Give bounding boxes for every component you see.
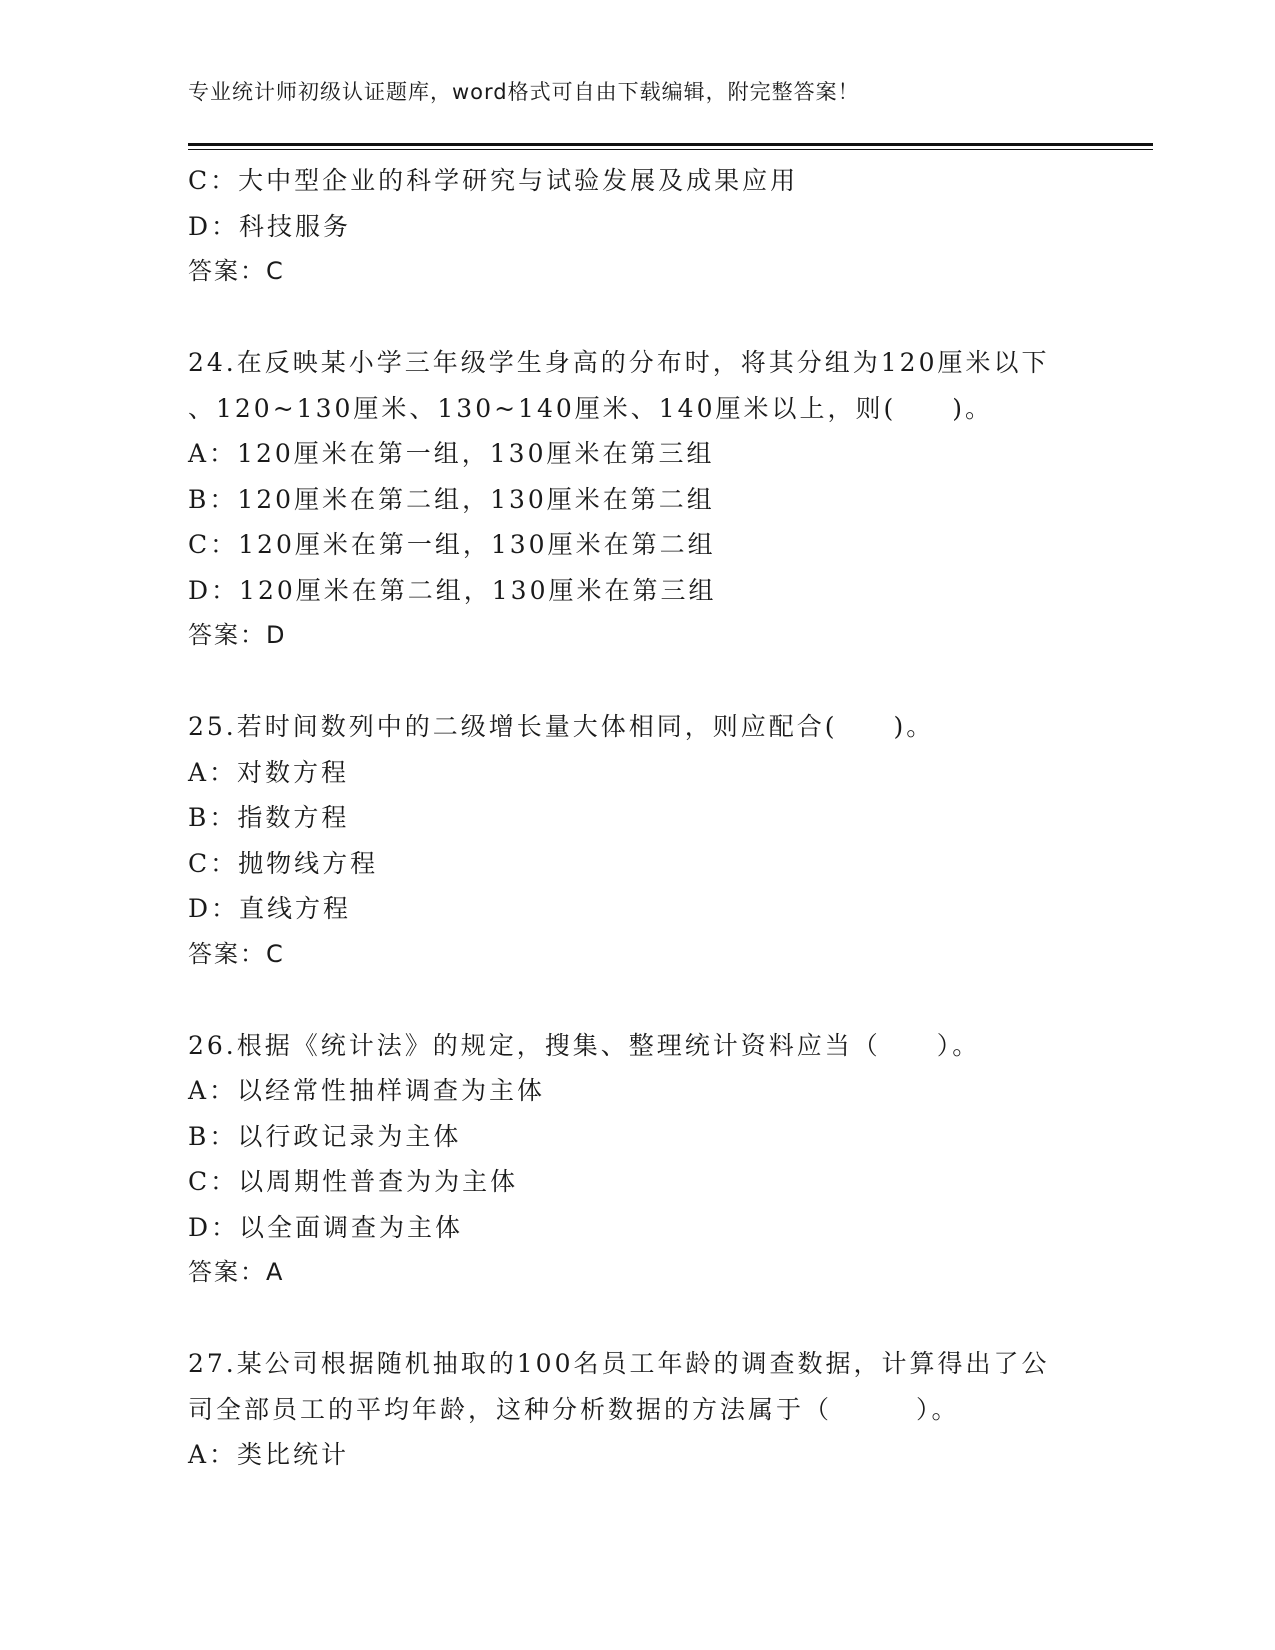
question-stem: 司全部员工的平均年龄，这种分析数据的方法属于（ ）。: [188, 1394, 960, 1424]
question-stem: 26.根据《统计法》的规定，搜集、整理统计资料应当（ ）。: [188, 1030, 981, 1060]
question-24: [188, 340, 1088, 659]
question-fragment: [188, 158, 1088, 295]
option-c: C：抛物线方程: [188, 848, 379, 878]
question-stem: 27.某公司根据随机抽取的100名员工年龄的调查数据，计算得出了公: [188, 1349, 1050, 1378]
answer: 答案：A: [188, 1258, 285, 1286]
option-a: A：120厘米在第一组，130厘米在第三组: [188, 439, 715, 468]
option-b: B：120厘米在第二组，130厘米在第二组: [188, 484, 715, 514]
option-a: A：类比统计: [188, 1440, 350, 1469]
answer: 答案：C: [188, 939, 285, 968]
spacer: [188, 1296, 1088, 1342]
option-c: C：大中型企业的科学研究与试验发展及成果应用: [188, 166, 799, 195]
header-rule-thin: [188, 149, 1153, 150]
spacer: [188, 977, 1088, 1023]
option-d: D：120厘米在第二组，130厘米在第三组: [188, 575, 717, 605]
question-26: [188, 1023, 1088, 1296]
option-c: C：120厘米在第一组，130厘米在第二组: [188, 530, 716, 559]
option-a: A：以经常性抽样调查为主体: [188, 1076, 546, 1105]
answer: 答案：C: [188, 257, 285, 285]
header-rule-thick: [188, 143, 1153, 146]
option-c: C：以周期性普查为为主体: [188, 1167, 519, 1196]
page-header: 专业统计师初级认证题库，word格式可自由下载编辑，附完整答案！: [188, 80, 860, 104]
question-stem: 24.在反映某小学三年级学生身高的分布时，将其分组为120厘米以下: [188, 348, 1050, 377]
option-b: B：以行政记录为主体: [188, 1121, 462, 1151]
spacer: [188, 659, 1088, 705]
question-27: [188, 1341, 1088, 1478]
option-d: D：以全面调查为主体: [188, 1212, 464, 1242]
question-content: [188, 158, 1088, 1478]
question-stem: 25.若时间数列中的二级增长量大体相同，则应配合( )。: [188, 712, 935, 741]
option-d: D：直线方程: [188, 894, 352, 923]
answer: 答案：D: [188, 621, 287, 649]
question-stem: 、120~130厘米、130~140厘米、140厘米以上，则( )。: [188, 393, 993, 423]
option-a: A：对数方程: [188, 757, 350, 787]
option-d: D：科技服务: [188, 211, 352, 241]
spacer: [188, 295, 1088, 341]
option-b: B：指数方程: [188, 803, 350, 832]
question-25: [188, 704, 1088, 977]
